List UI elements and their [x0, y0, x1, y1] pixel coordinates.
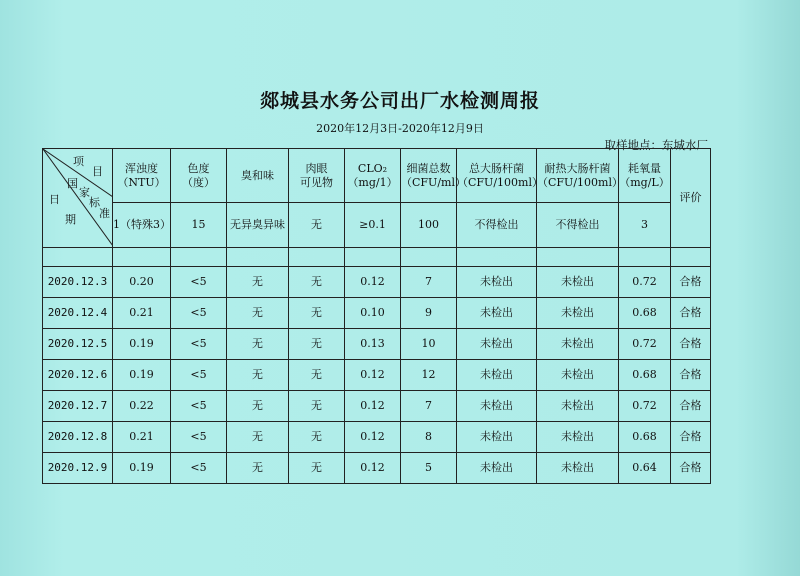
col-header-bacteria: 细菌总数 （CFU/ml） [401, 149, 457, 203]
value-cell: 未检出 [457, 298, 537, 329]
value-cell: 0.68 [619, 422, 671, 453]
table-row [43, 453, 711, 484]
value-cell: 0.22 [113, 391, 171, 422]
standard-cell: 100 [401, 203, 457, 248]
value-cell: 5 [401, 453, 457, 484]
date-cell: 2020.12.5 [43, 329, 113, 360]
value-cell: 0.19 [113, 360, 171, 391]
value-cell: 无 [289, 422, 345, 453]
value-cell: 无 [227, 453, 289, 484]
value-cell: 0.19 [113, 329, 171, 360]
report-title: 郯城县水务公司出厂水检测周报 [259, 90, 540, 112]
value-cell: 0.12 [345, 267, 401, 298]
value-cell: 0.72 [619, 267, 671, 298]
table-row [43, 422, 711, 453]
value-cell: 0.21 [113, 298, 171, 329]
standard-cell: 无异臭异味 [227, 203, 289, 248]
corner-standard-char-3: 标 [89, 196, 100, 209]
value-cell: 无 [289, 298, 345, 329]
value-cell: 0.64 [619, 453, 671, 484]
col-header-clo2: CLO₂ （mg/1） [345, 149, 401, 203]
value-cell: 未检出 [457, 360, 537, 391]
table-row [43, 298, 711, 329]
date-cell: 2020.12.3 [43, 267, 113, 298]
value-cell: 未检出 [457, 267, 537, 298]
table-row [43, 391, 711, 422]
corner-standard-char-4: 准 [99, 207, 110, 220]
value-cell: 0.10 [345, 298, 401, 329]
value-cell: 未检出 [537, 360, 619, 391]
value-cell: <5 [171, 422, 227, 453]
col-header-evaluation: 评价 [671, 149, 711, 248]
value-cell: 0.13 [345, 329, 401, 360]
value-cell: 无 [289, 391, 345, 422]
corner-standard-char-1: 国 [67, 177, 78, 190]
date-cell: 2020.12.6 [43, 360, 113, 391]
value-cell: 0.20 [113, 267, 171, 298]
col-header-turbidity: 浑浊度 （NTU） [113, 149, 171, 203]
corner-date-char-1: 日 [49, 193, 60, 206]
corner-item-char-1: 项 [73, 155, 84, 168]
value-cell: 0.12 [345, 422, 401, 453]
date-cell: 2020.12.4 [43, 298, 113, 329]
value-cell: 无 [227, 267, 289, 298]
standard-cell: ≥0.1 [345, 203, 401, 248]
evaluation-cell: 合格 [671, 453, 711, 484]
value-cell: 0.12 [345, 360, 401, 391]
value-cell: 无 [227, 391, 289, 422]
sampling-site: 取样地点：东城水厂 [604, 138, 708, 152]
evaluation-cell: 合格 [671, 360, 711, 391]
date-cell: 2020.12.7 [43, 391, 113, 422]
corner-standard-char-2: 家 [79, 186, 90, 199]
col-header-coliform: 总大肠杆菌 （CFU/100ml） [457, 149, 537, 203]
value-cell: 0.72 [619, 391, 671, 422]
report-period: 2020年12月3日-2020年12月9日 [316, 122, 484, 135]
value-cell: 9 [401, 298, 457, 329]
value-cell: 未检出 [457, 422, 537, 453]
standard-cell: 不得检出 [457, 203, 537, 248]
evaluation-cell: 合格 [671, 391, 711, 422]
value-cell: 0.68 [619, 298, 671, 329]
standard-cell: 无 [289, 203, 345, 248]
spacer-row [43, 248, 711, 267]
standard-row [43, 203, 711, 248]
standard-cell: 3 [619, 203, 671, 248]
evaluation-cell: 合格 [671, 267, 711, 298]
value-cell: 未检出 [537, 267, 619, 298]
col-header-oxygen-consumption: 耗氧量 （mg/L） [619, 149, 671, 203]
standard-cell: 15 [171, 203, 227, 248]
table-row [43, 360, 711, 391]
value-cell: 未检出 [537, 391, 619, 422]
value-cell: 无 [227, 422, 289, 453]
value-cell: 0.12 [345, 453, 401, 484]
value-cell: 未检出 [537, 453, 619, 484]
col-header-odor: 臭和味 [227, 149, 289, 203]
value-cell: <5 [171, 329, 227, 360]
value-cell: 无 [227, 329, 289, 360]
corner-date-char-2: 期 [65, 213, 76, 226]
value-cell: 无 [227, 298, 289, 329]
value-cell: 未检出 [537, 329, 619, 360]
value-cell: 8 [401, 422, 457, 453]
value-cell: 未检出 [457, 329, 537, 360]
corner-item-char-2: 目 [92, 165, 103, 178]
table-row [43, 267, 711, 298]
value-cell: 0.68 [619, 360, 671, 391]
value-cell: <5 [171, 391, 227, 422]
value-cell: 0.12 [345, 391, 401, 422]
value-cell: 0.72 [619, 329, 671, 360]
evaluation-cell: 合格 [671, 329, 711, 360]
evaluation-cell: 合格 [671, 298, 711, 329]
value-cell: 无 [289, 267, 345, 298]
value-cell: 无 [289, 329, 345, 360]
header-row [43, 149, 711, 203]
value-cell: 无 [289, 360, 345, 391]
value-cell: 10 [401, 329, 457, 360]
value-cell: <5 [171, 453, 227, 484]
date-cell: 2020.12.9 [43, 453, 113, 484]
value-cell: 未检出 [537, 422, 619, 453]
value-cell: 12 [401, 360, 457, 391]
corner-header-cell [43, 149, 113, 248]
value-cell: 7 [401, 267, 457, 298]
value-cell: 未检出 [537, 298, 619, 329]
standard-cell: 1（特殊3） [113, 203, 171, 248]
value-cell: 无 [227, 360, 289, 391]
value-cell: <5 [171, 267, 227, 298]
value-cell: 无 [289, 453, 345, 484]
evaluation-cell: 合格 [671, 422, 711, 453]
col-header-color: 色度 （度） [171, 149, 227, 203]
water-quality-table [42, 148, 711, 484]
value-cell: 未检出 [457, 391, 537, 422]
date-cell: 2020.12.8 [43, 422, 113, 453]
standard-cell: 不得检出 [537, 203, 619, 248]
value-cell: 7 [401, 391, 457, 422]
value-cell: 未检出 [457, 453, 537, 484]
value-cell: <5 [171, 298, 227, 329]
value-cell: <5 [171, 360, 227, 391]
col-header-visible-matter: 肉眼 可见物 [289, 149, 345, 203]
table-row [43, 329, 711, 360]
col-header-thermo-coliform: 耐热大肠杆菌 （CFU/100ml） [537, 149, 619, 203]
value-cell: 0.21 [113, 422, 171, 453]
value-cell: 0.19 [113, 453, 171, 484]
